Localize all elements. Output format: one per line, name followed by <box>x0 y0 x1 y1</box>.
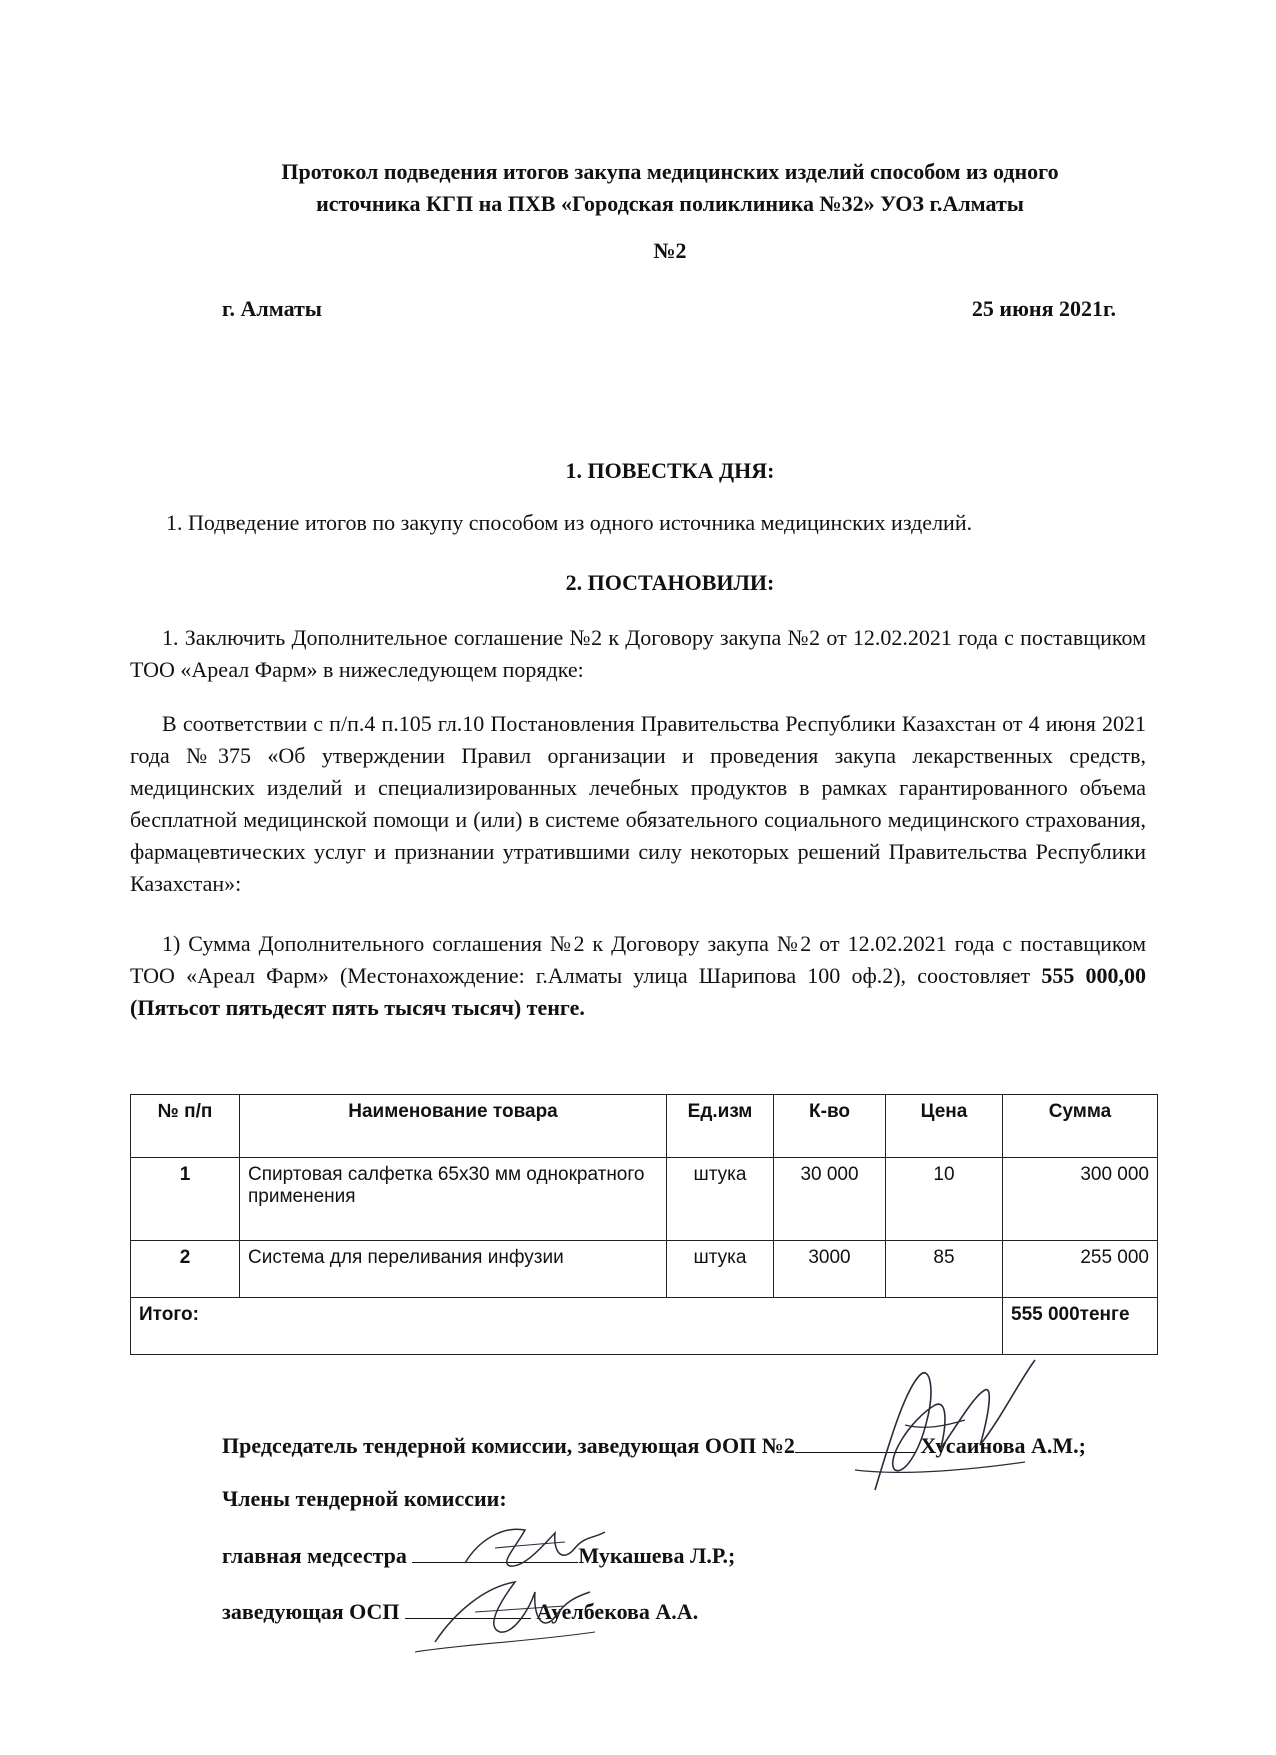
cell-quantity: 3000 <box>774 1241 886 1298</box>
column-header-unit: Ед.изм <box>667 1095 774 1158</box>
cell-sum: 300 000 <box>1003 1158 1158 1241</box>
chair-signature-image <box>835 1350 1045 1510</box>
amount-paragraph <box>130 928 1146 1024</box>
column-header-name: Наименование товара <box>240 1095 667 1158</box>
chair-name: Хусаинова А.М.; <box>920 1433 1086 1458</box>
column-header-quantity: К-во <box>774 1095 886 1158</box>
goods-table <box>130 1094 1158 1355</box>
chair-label: Председатель тендерной комиссии, заведующая ООП №2 <box>222 1433 795 1458</box>
section-heading-resolved: 2. ПОСТАНОВИЛИ: <box>565 570 775 595</box>
title-line-2: источника КГП на ПХВ «Городская поликлиника №32» УОЗ г.Алматы <box>316 191 1024 216</box>
members-label: Члены тендерной комиссии: <box>222 1486 507 1511</box>
amount-bold: 555 000,00 (Пятьсот пятьдесят пять тысяч тысяч) тенге. <box>130 963 1146 1020</box>
cell-price: 10 <box>886 1158 1003 1241</box>
cell-number: 1 <box>131 1158 240 1241</box>
table-row <box>131 1158 1158 1241</box>
total-value: 555 000тенге <box>1003 1298 1158 1355</box>
member2-role: заведующая ОСП <box>222 1599 400 1624</box>
amount-text: 1) Сумма Дополнительного соглашения №2 к Договору закупа №2 от 12.02.2021 года с поставщиком ТОО «Ареал Фарм» (Местонахождение: г.Алматы улица Шарипова 100 оф.2), соостовляет <box>130 931 1146 988</box>
cell-unit: штука <box>667 1241 774 1298</box>
member2-signature-image <box>405 1572 605 1662</box>
cell-name: Спиртовая салфетка 65х30 мм однократного применения <box>240 1158 667 1241</box>
member2-name: Ауелбекова А.А. <box>536 1599 699 1624</box>
member1-name: Мукашева Л.Р.; <box>578 1543 736 1568</box>
column-header-price: Цена <box>886 1095 1003 1158</box>
agenda-item: 1. Подведение итогов по закупу способом из одного источника медицинских изделий. <box>166 510 973 535</box>
document-title <box>170 156 1170 220</box>
member1-signature-image <box>445 1518 615 1578</box>
total-label: Итого: <box>131 1298 1003 1355</box>
column-header-number: № п/п <box>131 1095 240 1158</box>
title-line-1: Протокол подведения итогов закупа медицинских изделий способом из одного <box>281 159 1059 184</box>
member1-role: главная медсестра <box>222 1543 407 1568</box>
cell-quantity: 30 000 <box>774 1158 886 1241</box>
table-header-row <box>131 1095 1158 1158</box>
section-heading-agenda: 1. ПОВЕСТКА ДНЯ: <box>565 458 775 483</box>
cell-sum: 255 000 <box>1003 1241 1158 1298</box>
cell-name: Система для переливания инфузии <box>240 1241 667 1298</box>
city: г. Алматы <box>222 296 322 321</box>
column-header-sum: Сумма <box>1003 1095 1158 1158</box>
legal-basis-paragraph: В соответствии с п/п.4 п.105 гл.10 Постановления Правительства Республики Казахстан от 4 июня 2021 года №375 «Об утверждении Правил организации и проведения закупа лекарственных средств, медицинских изделий и специализированных лечебных продуктов в рамках гарантированного объема бесплатной медицинской помощи и (или) в системе обязательного социального медицинского страхования, фармацевтических услуг и признании утратившими силу некоторых решений Правительства Республики Казахстан»: <box>130 711 1146 896</box>
cell-unit: штука <box>667 1158 774 1241</box>
document-date: 25 июня 2021г. <box>971 296 1116 321</box>
cell-price: 85 <box>886 1241 1003 1298</box>
table-row <box>131 1241 1158 1298</box>
table-total-row <box>131 1298 1158 1355</box>
cell-number: 2 <box>131 1241 240 1298</box>
resolution-paragraph: 1. Заключить Дополнительное соглашение №2 к Договору закупа №2 от 12.02.2021 года с поставщиком ТОО «Ареал Фарм» в нижеследующем порядке: <box>130 625 1146 682</box>
protocol-number: №2 <box>653 238 687 263</box>
